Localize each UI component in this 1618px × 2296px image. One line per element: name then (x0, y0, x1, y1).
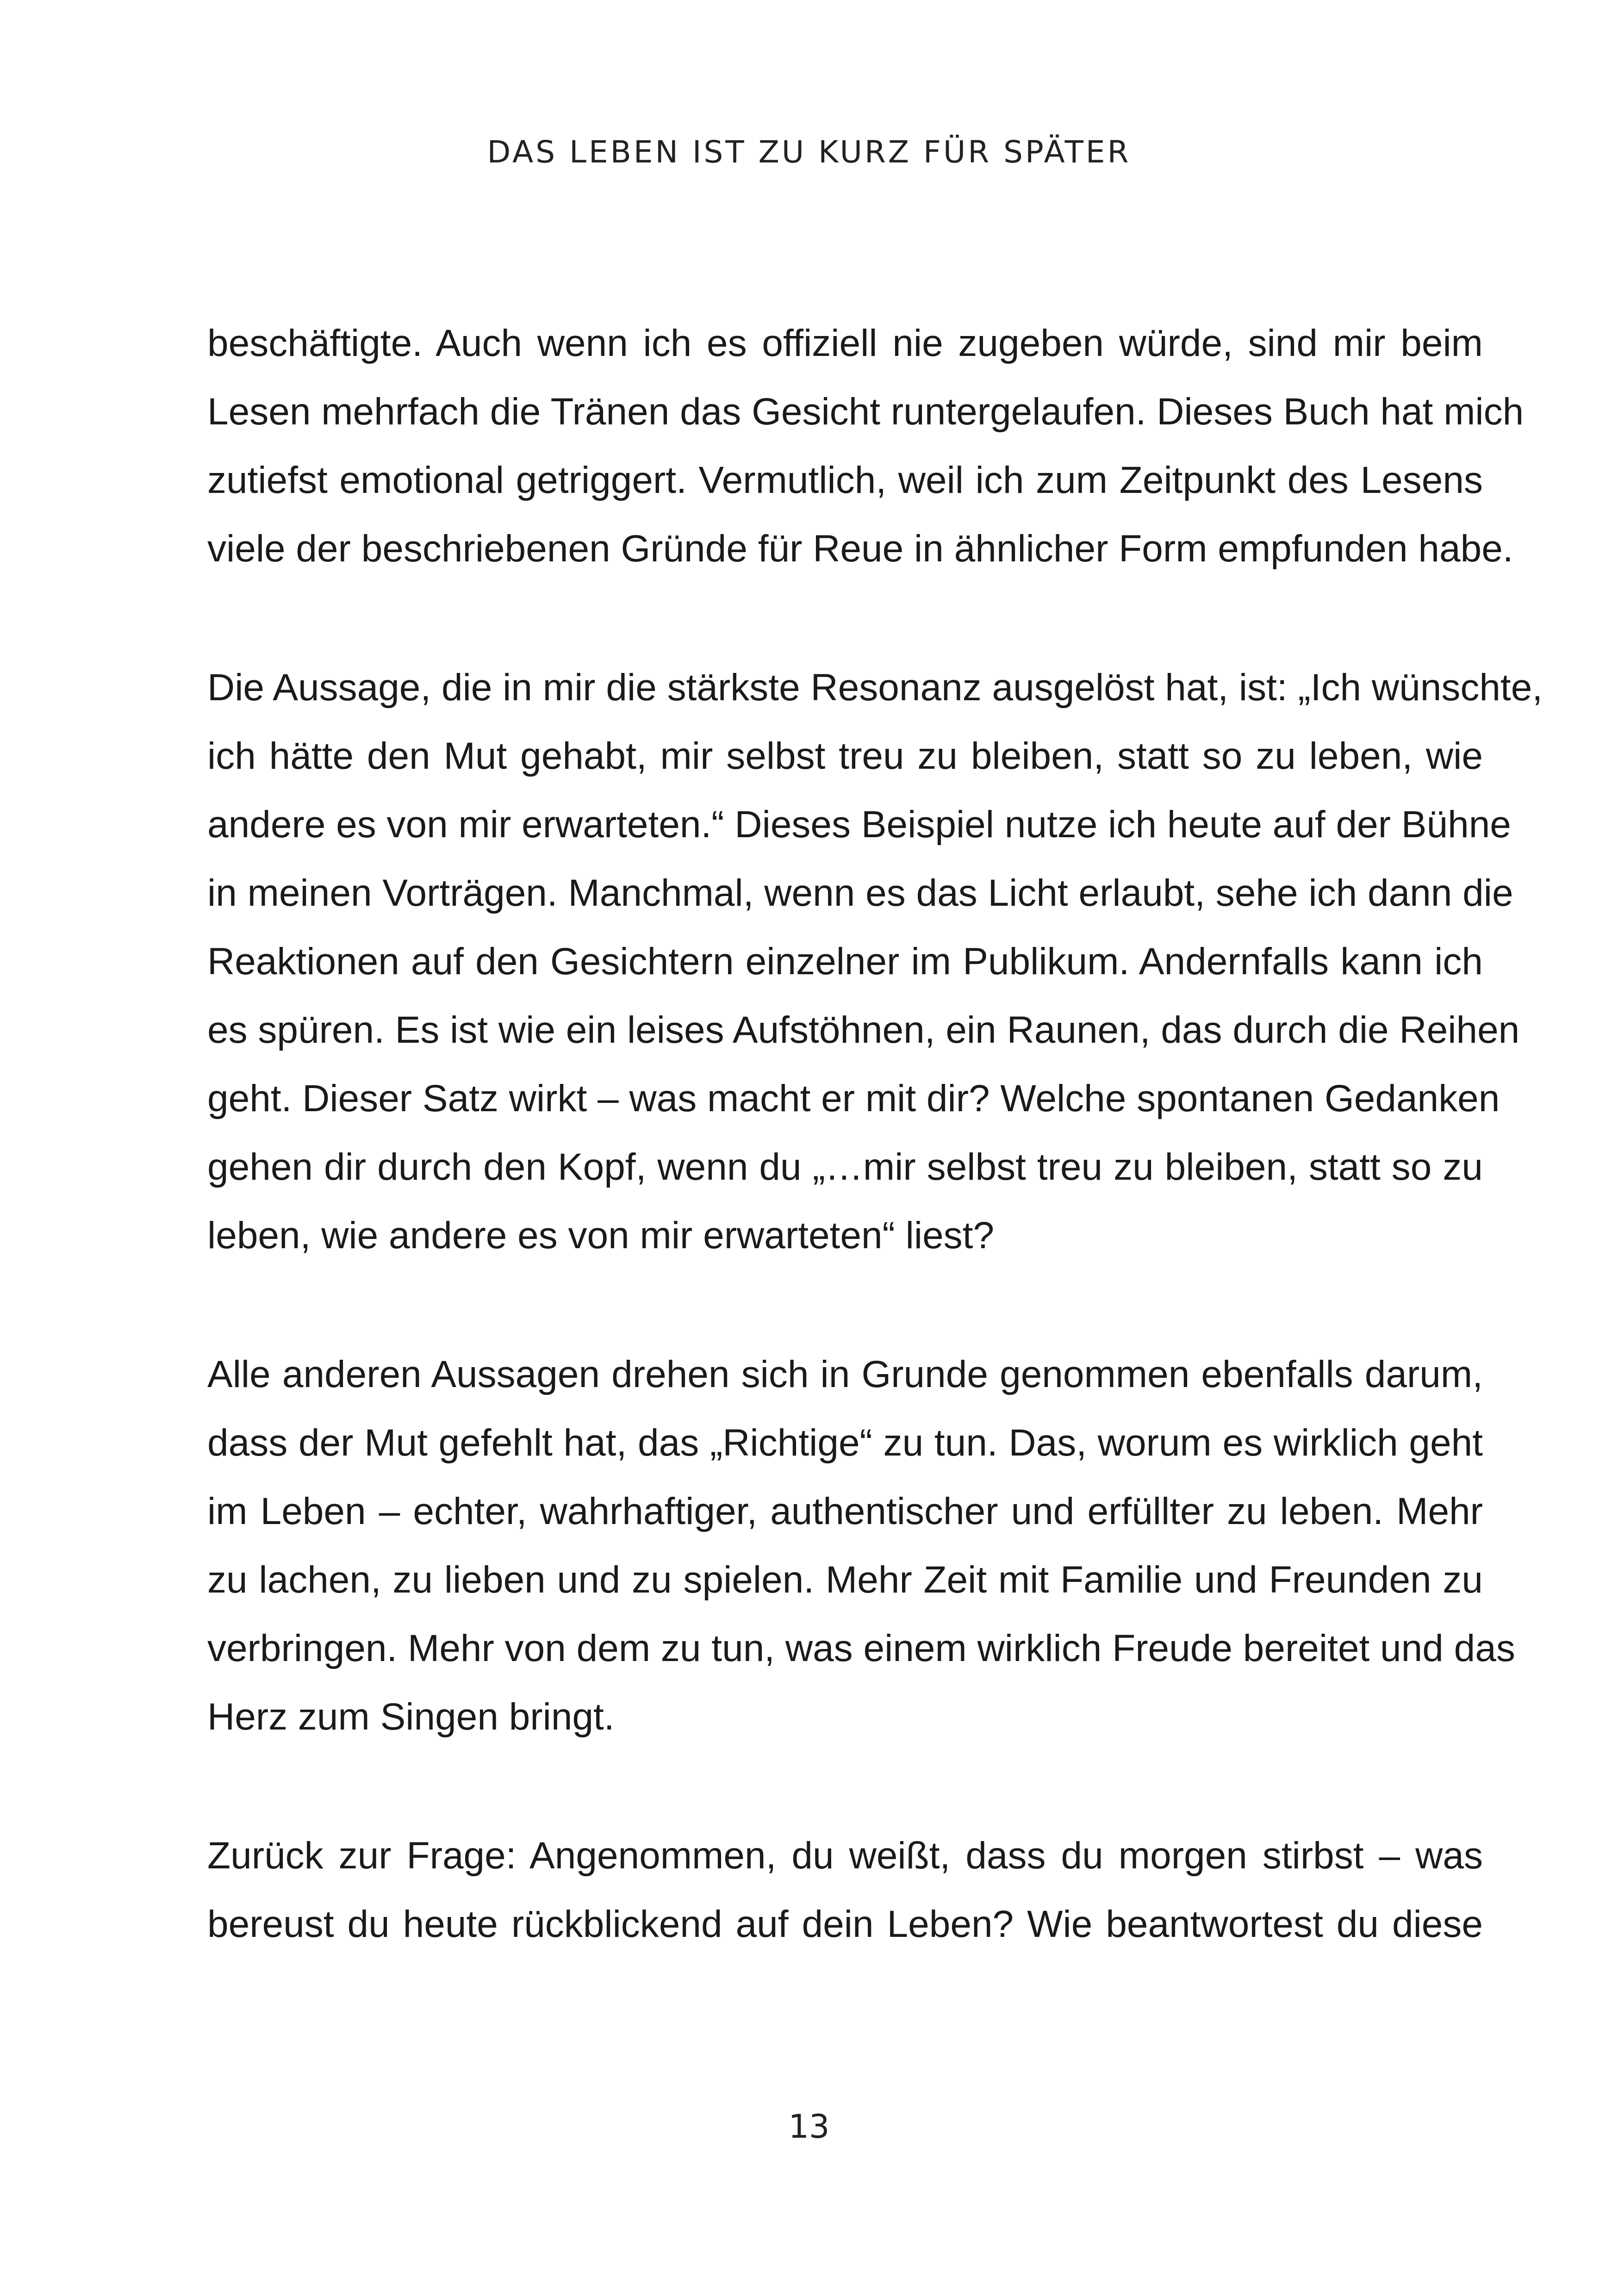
text-line: Die Aussage, die in mir die stärkste Resonanz ausgelöst hat, ist: „Ich wünschte, (207, 666, 1543, 709)
paragraph-1 (207, 309, 1524, 583)
text-line: verbringen. Mehr von dem zu tun, was einem wirklich Freude bereitet und das (207, 1627, 1515, 1669)
text-line: viele der beschriebenen Gründe für Reue in ähnlicher Form empfunden habe. (207, 528, 1513, 570)
text-line: in meinen Vorträgen. Manchmal, wenn es das Licht erlaubt, sehe ich dann die (207, 872, 1513, 914)
text-line: Herz zum Singen bringt. (207, 1696, 615, 1738)
text-line: Alle anderen Aussagen drehen sich in Grunde genommen ebenfalls darum, (207, 1353, 1483, 1395)
text-line: Lesen mehrfach die Tränen das Gesicht runtergelaufen. Dieses Buch hat mich (207, 391, 1524, 433)
text-line: dass der Mut gefehlt hat, das „Richtige“ zu tun. Das, worum es wirklich geht (207, 1422, 1483, 1464)
text-line: Reaktionen auf den Gesichtern einzelner im Publikum. Andernfalls kann ich (207, 940, 1483, 983)
text-line: beschäftigte. Auch wenn ich es offiziell nie zugeben würde, sind mir beim (207, 322, 1483, 364)
text-line: bereust du heute rückblickend auf dein Leben? Wie beantwortest du diese (207, 1903, 1483, 1945)
body-text (207, 309, 1543, 2029)
text-line: gehen dir durch den Kopf, wenn du „…mir selbst treu zu bleiben, statt so zu (207, 1146, 1483, 1188)
text-line: geht. Dieser Satz wirkt – was macht er mit dir? Welche spontanen Gedanken (207, 1077, 1500, 1120)
text-line: leben, wie andere es von mir erwarteten“ liest? (207, 1214, 995, 1257)
paragraph-4 (207, 1822, 1483, 1959)
text-line: zu lachen, zu lieben und zu spielen. Mehr Zeit mit Familie und Freunden zu (207, 1559, 1483, 1601)
paragraph-3 (207, 1340, 1515, 1751)
text-line: andere es von mir erwarteten.“ Dieses Beispiel nutze ich heute auf der Bühne (207, 803, 1511, 846)
text-line: zutiefst emotional getriggert. Vermutlich, weil ich zum Zeitpunkt des Lesens (207, 459, 1483, 501)
paragraph-2 (207, 653, 1543, 1270)
text-line: Zurück zur Frage: Angenommen, du weißt, dass du morgen stirbst – was (207, 1835, 1483, 1877)
page-number: 13 (788, 2108, 830, 2146)
text-line: ich hätte den Mut gehabt, mir selbst treu zu bleiben, statt so zu leben, wie (207, 735, 1483, 777)
running-header-title: DAS LEBEN IST ZU KURZ FÜR SPÄTER (487, 134, 1131, 170)
text-line: im Leben – echter, wahrhaftiger, authentischer und erfüllter zu leben. Mehr (207, 1490, 1483, 1532)
text-line: es spüren. Es ist wie ein leises Aufstöhnen, ein Raunen, das durch die Reihen (207, 1009, 1520, 1051)
